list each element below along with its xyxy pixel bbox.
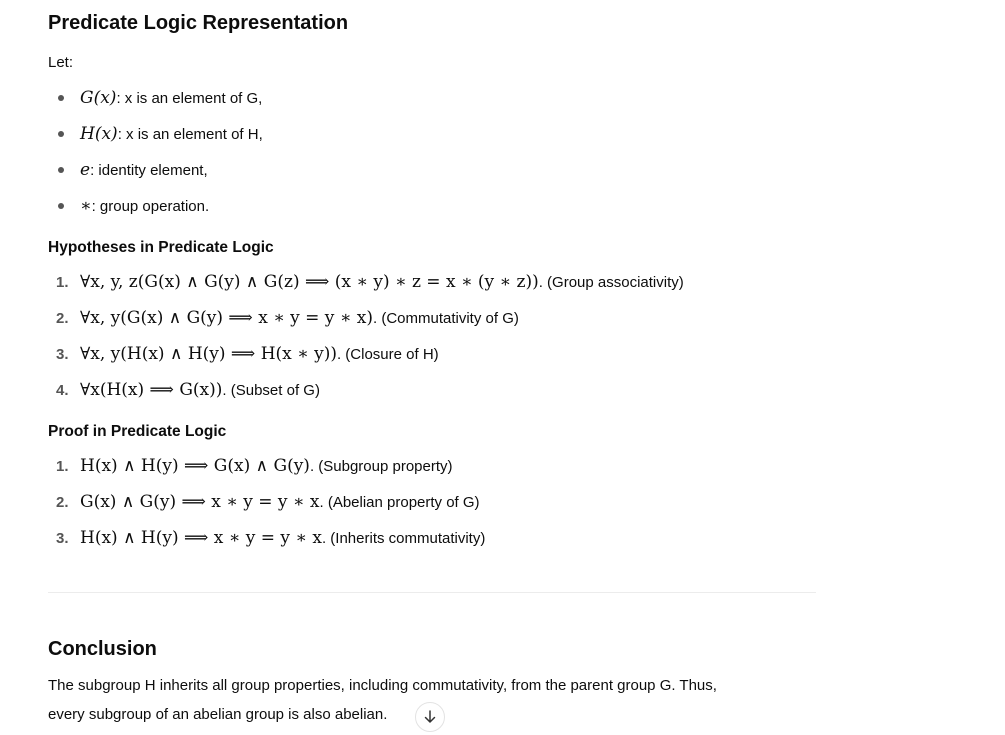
formula: ∀x, y(H(x) ∧ H(y) ⟹ H(x ∗ y)) bbox=[80, 344, 337, 364]
definition-text: : x is an element of G, bbox=[116, 90, 263, 107]
definition-symbol: G(x) bbox=[80, 88, 117, 108]
item-number: 1. bbox=[56, 273, 69, 291]
formula-note: . (Inherits commutativity) bbox=[321, 530, 486, 547]
item-number: 4. bbox=[56, 381, 69, 399]
section-title-hypotheses: Hypotheses in Predicate Logic bbox=[48, 239, 274, 256]
formula: G(x) ∧ G(y) ⟹ x ∗ y = y ∗ x bbox=[80, 492, 320, 512]
item-number: 3. bbox=[56, 529, 69, 547]
arrow-down-icon bbox=[423, 710, 437, 724]
bullet-icon bbox=[58, 167, 64, 173]
item-number: 3. bbox=[56, 345, 69, 363]
formula: H(x) ∧ H(y) ⟹ x ∗ y = y ∗ x bbox=[80, 528, 322, 548]
conclusion-text-line2: every subgroup of an abelian group is also abelian. bbox=[48, 706, 388, 723]
formula-note: . (Closure of H) bbox=[336, 346, 439, 363]
section-title-proof: Proof in Predicate Logic bbox=[48, 423, 227, 440]
conclusion-text-line1: The subgroup H inherits all group properties, including commutativity, from the parent group G. Thus, bbox=[48, 677, 717, 694]
bullet-icon bbox=[58, 131, 64, 137]
definition-text: : x is an element of H, bbox=[117, 126, 263, 143]
scroll-down-button[interactable] bbox=[415, 702, 445, 732]
formula-note: . (Commutativity of G) bbox=[373, 310, 519, 327]
item-number: 2. bbox=[56, 493, 69, 511]
formula: ∀x, y(G(x) ∧ G(y) ⟹ x ∗ y = y ∗ x) bbox=[80, 308, 373, 328]
formula: ∀x(H(x) ⟹ G(x)) bbox=[80, 380, 223, 400]
definition-text: : identity element, bbox=[90, 162, 208, 179]
section-title-representation: Predicate Logic Representation bbox=[48, 12, 349, 34]
definition-symbol: ∗ bbox=[80, 196, 92, 216]
definition-symbol: e bbox=[80, 160, 91, 180]
definition-text: : group operation. bbox=[91, 198, 210, 215]
item-number: 1. bbox=[56, 457, 69, 475]
formula-note: . (Group associativity) bbox=[538, 274, 684, 291]
section-divider bbox=[48, 592, 816, 593]
section-title-conclusion: Conclusion bbox=[48, 638, 157, 660]
intro-text: Let: bbox=[48, 54, 74, 71]
formula: ∀x, y, z(G(x) ∧ G(y) ∧ G(z) ⟹ (x ∗ y) ∗ z = x ∗ (y ∗ z)) bbox=[80, 272, 539, 292]
formula-note: . (Abelian property of G) bbox=[319, 494, 480, 511]
item-number: 2. bbox=[56, 309, 69, 327]
formula-note: . (Subset of G) bbox=[222, 382, 320, 399]
bullet-icon bbox=[58, 203, 64, 209]
formula: H(x) ∧ H(y) ⟹ G(x) ∧ G(y) bbox=[80, 456, 310, 476]
formula-note: . (Subgroup property) bbox=[309, 458, 453, 475]
bullet-icon bbox=[58, 95, 64, 101]
definition-symbol: H(x) bbox=[80, 124, 118, 144]
